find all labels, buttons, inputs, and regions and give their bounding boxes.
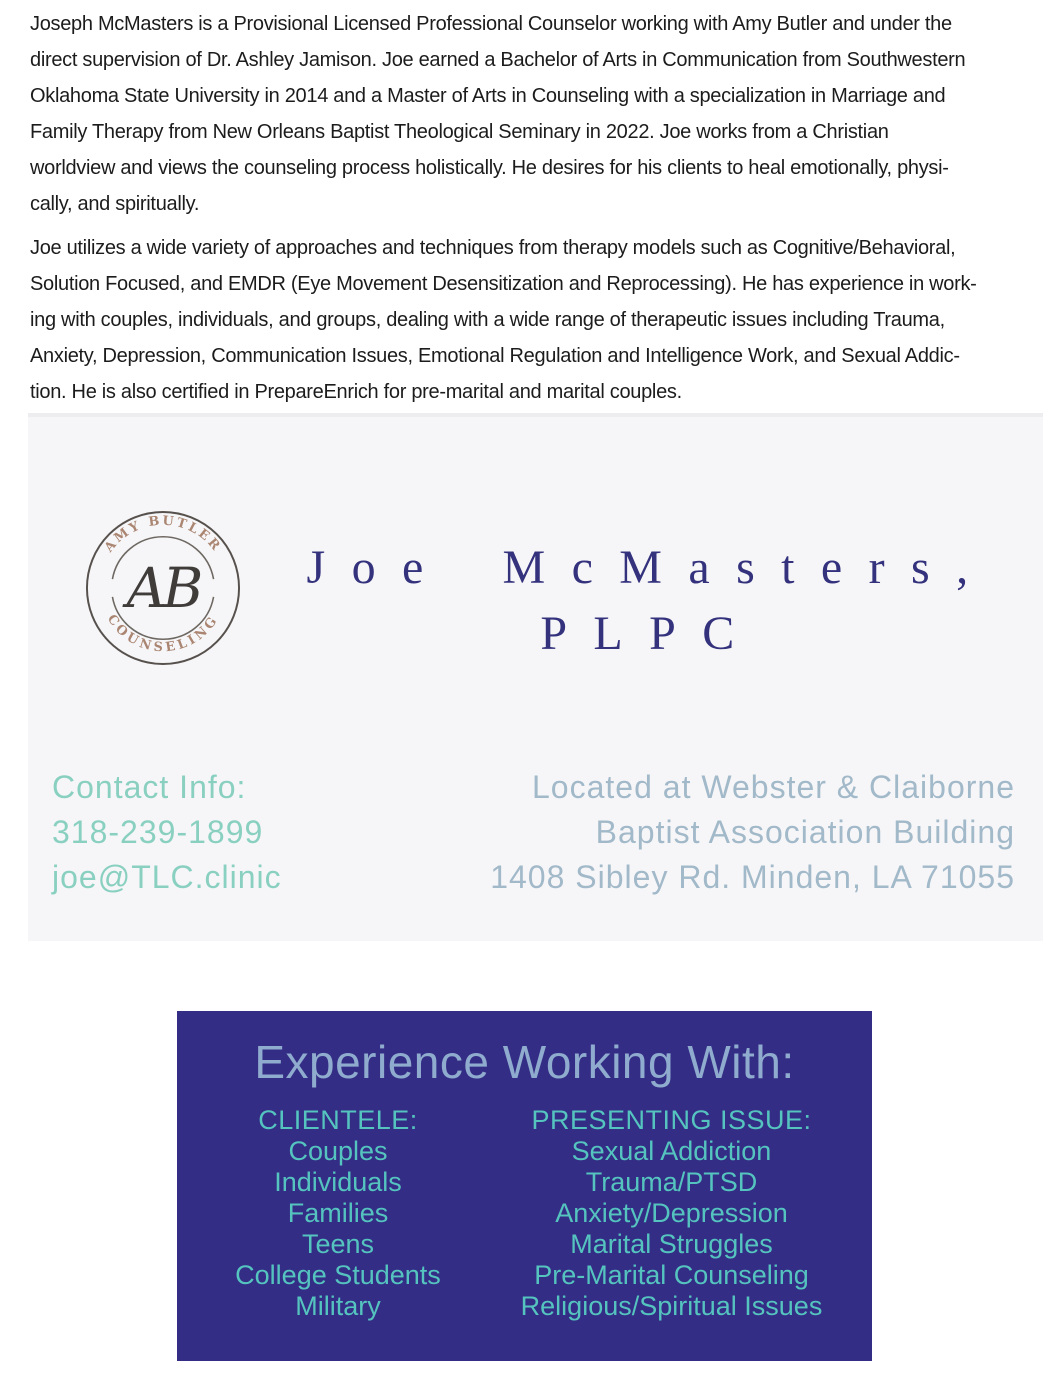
clientele-item: Military (295, 1291, 381, 1321)
presenting-issue-item: Trauma/PTSD (585, 1167, 758, 1197)
logo-top-arc-text: AMY BUTLER (101, 513, 225, 556)
amy-butler-counseling-logo (84, 509, 242, 667)
clientele-item: Families (287, 1198, 389, 1228)
clientele-column (177, 1105, 499, 1322)
card-title-line-1: Joe McMasters, (306, 541, 995, 594)
bio-text-line: Family Therapy from New Orleans Baptist Theological Seminary in 2022. Joe works from a Christian (30, 121, 889, 143)
clientele-item: Teens (301, 1229, 375, 1259)
bio-text-line: Joe utilizes a wide variety of approaches and techniques from therapy models such as Cognitive/Behavioral, (30, 237, 956, 259)
presenting-issue-item: Anxiety/Depression (555, 1198, 788, 1228)
logo-monogram: AB (126, 556, 200, 621)
bio-section (30, 6, 1040, 410)
clientele-item: Individuals (274, 1167, 402, 1197)
experience-columns (177, 1105, 872, 1322)
contact-phone: 318-239-1899 (52, 814, 264, 850)
clientele-header: CLIENTELE: (258, 1105, 418, 1135)
business-card (28, 413, 1043, 941)
card-title (278, 535, 1023, 667)
presenting-issue-item: Marital Struggles (570, 1229, 773, 1259)
location-line: Located at Webster & Claiborne (532, 769, 1015, 805)
card-title-line-2: PLPC (540, 607, 761, 660)
presenting-issue-item: Sexual Addiction (571, 1136, 772, 1166)
contact-email: joe@TLC.clinic (52, 859, 282, 895)
bio-text-line: Solution Focused, and EMDR (Eye Movement Desensitization and Reprocessing). He has experience in work- (30, 273, 977, 295)
experience-box (177, 1011, 872, 1361)
logo-bottom-arc-text: COUNSELING (103, 611, 223, 656)
bio-text-line: Oklahoma State University in 2014 and a Master of Arts in Counseling with a specialization in Marriage and (30, 85, 946, 107)
bio-text-line: worldview and views the counseling process holistically. He desires for his clients to heal emotionally, physi- (30, 157, 949, 179)
bio-paragraph-1 (30, 6, 1040, 222)
presenting-issue-item: Pre-Marital Counseling (534, 1260, 809, 1290)
presenting-issue-item: Religious/Spiritual Issues (520, 1291, 823, 1321)
contact-info-heading: Contact Info: (52, 769, 247, 805)
bio-paragraph-2 (30, 230, 1040, 410)
bio-text-line: direct supervision of Dr. Ashley Jamison. Joe earned a Bachelor of Arts in Communication from Southwestern (30, 49, 966, 71)
presenting-issue-header: PRESENTING ISSUE: (531, 1105, 812, 1135)
contact-info-block (52, 765, 282, 900)
bio-text-line: cally, and spiritually. (30, 193, 200, 215)
experience-heading: Experience Working With: (254, 1036, 795, 1088)
location-line: 1408 Sibley Rd. Minden, LA 71055 (490, 859, 1015, 895)
bio-text-line: Anxiety, Depression, Communication Issues, Emotional Regulation and Intelligence Work, and Sexual Addic- (30, 345, 960, 367)
presenting-issue-column (499, 1105, 844, 1322)
bio-text-line: ing with couples, individuals, and groups, dealing with a wide range of therapeutic issues including Trauma, (30, 309, 945, 331)
location-block (490, 765, 1015, 900)
clientele-item: College Students (235, 1260, 441, 1290)
location-line: Baptist Association Building (595, 814, 1015, 850)
bio-text-line: tion. He is also certified in PrepareEnrich for pre-marital and marital couples. (30, 381, 682, 403)
bio-text-line: Joseph McMasters is a Provisional Licensed Professional Counselor working with Amy Butler and under the (30, 13, 952, 35)
clientele-item: Couples (288, 1136, 388, 1166)
